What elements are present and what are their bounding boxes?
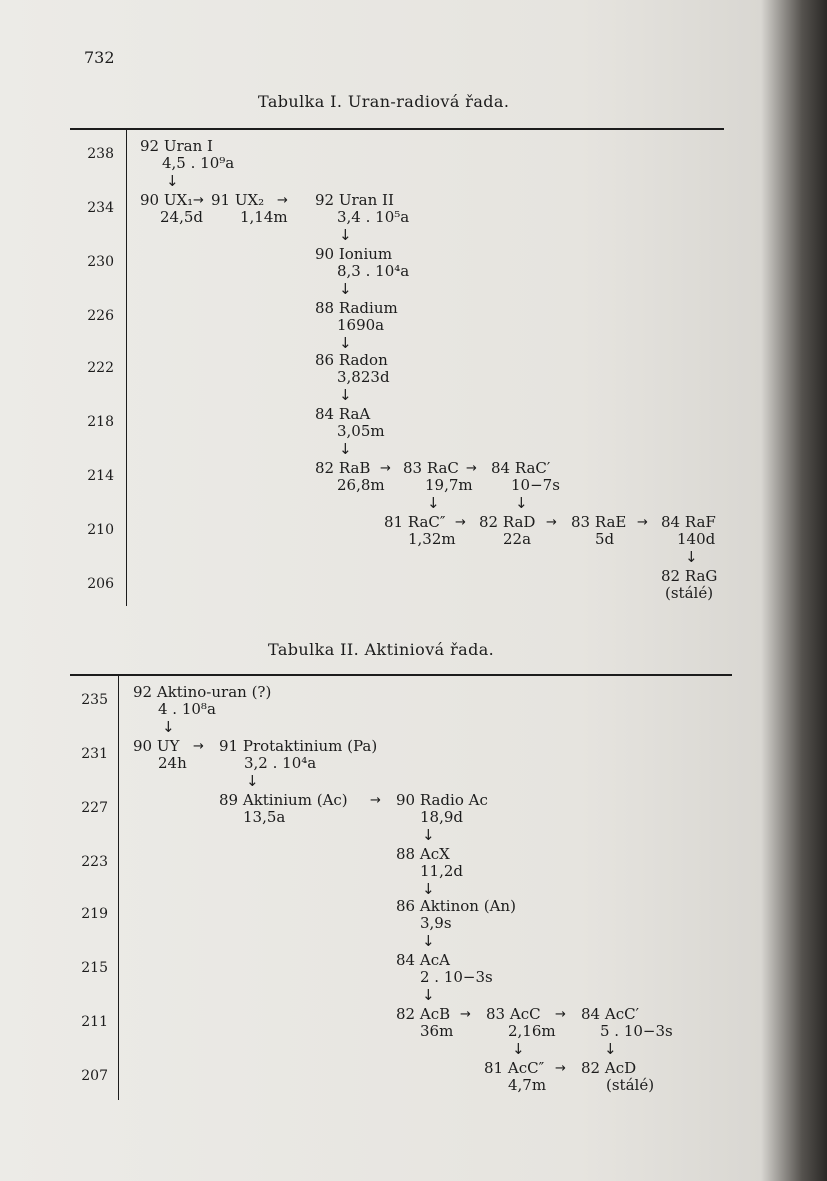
half-life: 5d — [595, 530, 615, 548]
mass-label: 206 — [87, 576, 114, 592]
mass-label: 238 — [87, 146, 114, 162]
down-arrow-icon: ↓ — [422, 826, 435, 844]
half-life: 2,16m — [508, 1022, 556, 1040]
page-number: 732 — [84, 48, 115, 67]
half-life: 3,4 . 10⁵a — [337, 208, 410, 226]
half-life: 10−7s — [511, 476, 560, 494]
down-arrow-icon: ↓ — [339, 226, 352, 244]
half-life: 1,14m — [240, 208, 288, 226]
nuclide-label: 92 Aktino-uran (?) — [133, 683, 272, 701]
right-arrow-icon: → — [193, 193, 204, 208]
nuclide-label: 84 RaC′ — [491, 459, 551, 477]
nuclide-label: 88 AcX — [396, 845, 450, 863]
table1-title: Tabulka I. Uran-radiová řada. — [258, 92, 510, 111]
mass-label: 230 — [87, 254, 114, 270]
down-arrow-icon: ↓ — [339, 440, 352, 458]
half-life: 4 . 10⁸a — [158, 700, 216, 718]
half-life: (stálé) — [606, 1076, 655, 1094]
nuclide-label: 91 UX₂ — [211, 191, 265, 209]
nuclide-label: 84 RaF — [661, 513, 716, 531]
half-life: 3,9s — [420, 914, 452, 932]
right-arrow-icon: → — [277, 193, 288, 208]
nuclide-label: 83 RaC — [403, 459, 459, 477]
down-arrow-icon: ↓ — [685, 548, 698, 566]
right-arrow-icon: → — [466, 461, 477, 476]
mass-label: 207 — [81, 1068, 108, 1084]
down-arrow-icon: ↓ — [422, 986, 435, 1004]
mass-label: 223 — [81, 854, 108, 870]
nuclide-label: 92 Uran I — [140, 137, 213, 155]
half-life: 19,7m — [425, 476, 473, 494]
table2-title: Tabulka II. Aktiniová řada. — [268, 640, 495, 659]
nuclide-label: 86 Radon — [315, 351, 388, 369]
half-life: 11,2d — [420, 862, 464, 880]
half-life: 140d — [677, 530, 716, 548]
nuclide-label: 91 Protaktinium (Pa) — [219, 737, 378, 755]
nuclide-label: 83 RaE — [571, 513, 627, 531]
mass-label: 211 — [81, 1014, 108, 1030]
mass-label: 227 — [81, 800, 108, 816]
mass-label: 231 — [81, 746, 108, 762]
nuclide-label: 86 Aktinon (An) — [396, 897, 516, 915]
right-arrow-icon: → — [555, 1007, 566, 1022]
down-arrow-icon: ↓ — [604, 1040, 617, 1058]
table1-top-rule — [70, 128, 724, 130]
right-arrow-icon: → — [460, 1007, 471, 1022]
right-arrow-icon: → — [455, 515, 466, 530]
down-arrow-icon: ↓ — [512, 1040, 525, 1058]
nuclide-label: 84 AcA — [396, 951, 450, 969]
down-arrow-icon: ↓ — [515, 494, 528, 512]
nuclide-label: 81 RaC″ — [384, 513, 446, 531]
right-arrow-icon: → — [637, 515, 648, 530]
half-life: 26,8m — [337, 476, 385, 494]
half-life: 3,2 . 10⁴a — [244, 754, 317, 772]
half-life: 3,05m — [337, 422, 385, 440]
down-arrow-icon: ↓ — [422, 932, 435, 950]
mass-label: 215 — [81, 960, 108, 976]
half-life: 24h — [158, 754, 187, 772]
half-life: 13,5a — [243, 808, 286, 826]
half-life: 1,32m — [408, 530, 456, 548]
nuclide-label: 83 AcC — [486, 1005, 541, 1023]
half-life: 4,7m — [508, 1076, 547, 1094]
nuclide-label: 90 Ionium — [315, 245, 393, 263]
half-life: 18,9d — [420, 808, 464, 826]
nuclide-label: 82 AcB — [396, 1005, 451, 1023]
nuclide-label: 82 RaB — [315, 459, 371, 477]
mass-label: 210 — [87, 522, 114, 538]
half-life: 36m — [420, 1022, 454, 1040]
nuclide-label: 90 Radio Ac — [396, 791, 488, 809]
half-life: 1690a — [337, 316, 385, 334]
nuclide-label: 92 Uran II — [315, 191, 394, 209]
right-arrow-icon: → — [380, 461, 391, 476]
half-life: 4,5 . 10⁹a — [162, 154, 235, 172]
nuclide-label: 90 UY — [133, 737, 180, 755]
table2-mass-divider — [118, 676, 119, 1100]
table1-mass-divider — [126, 130, 127, 606]
down-arrow-icon: ↓ — [166, 172, 179, 190]
mass-label: 235 — [81, 692, 108, 708]
half-life: 8,3 . 10⁴a — [337, 262, 410, 280]
nuclide-label: 82 AcD — [581, 1059, 637, 1077]
half-life: 2 . 10−3s — [420, 968, 493, 986]
right-arrow-icon: → — [370, 793, 381, 808]
mass-label: 222 — [87, 360, 114, 376]
nuclide-label: 84 RaA — [315, 405, 371, 423]
nuclide-label: 82 RaG — [661, 567, 718, 585]
down-arrow-icon: ↓ — [246, 772, 259, 790]
half-life: 22a — [503, 530, 532, 548]
down-arrow-icon: ↓ — [339, 280, 352, 298]
nuclide-label: 82 RaD — [479, 513, 536, 531]
half-life: (stálé) — [665, 584, 714, 602]
nuclide-label: 81 AcC″ — [484, 1059, 545, 1077]
nuclide-label: 90 UX₁ — [140, 191, 194, 209]
down-arrow-icon: ↓ — [339, 334, 352, 352]
down-arrow-icon: ↓ — [422, 880, 435, 898]
down-arrow-icon: ↓ — [427, 494, 440, 512]
mass-label: 234 — [87, 200, 114, 216]
nuclide-label: 88 Radium — [315, 299, 398, 317]
right-arrow-icon: → — [193, 739, 204, 754]
half-life: 3,823d — [337, 368, 390, 386]
mass-label: 214 — [87, 468, 114, 484]
half-life: 5 . 10−3s — [600, 1022, 673, 1040]
down-arrow-icon: ↓ — [162, 718, 175, 736]
nuclide-label: 89 Aktinium (Ac) — [219, 791, 348, 809]
half-life: 24,5d — [160, 208, 204, 226]
table2-top-rule — [70, 674, 732, 676]
down-arrow-icon: ↓ — [339, 386, 352, 404]
mass-label: 219 — [81, 906, 108, 922]
mass-label: 226 — [87, 308, 114, 324]
right-arrow-icon: → — [546, 515, 557, 530]
mass-label: 218 — [87, 414, 114, 430]
nuclide-label: 84 AcC′ — [581, 1005, 639, 1023]
right-arrow-icon: → — [555, 1061, 566, 1076]
